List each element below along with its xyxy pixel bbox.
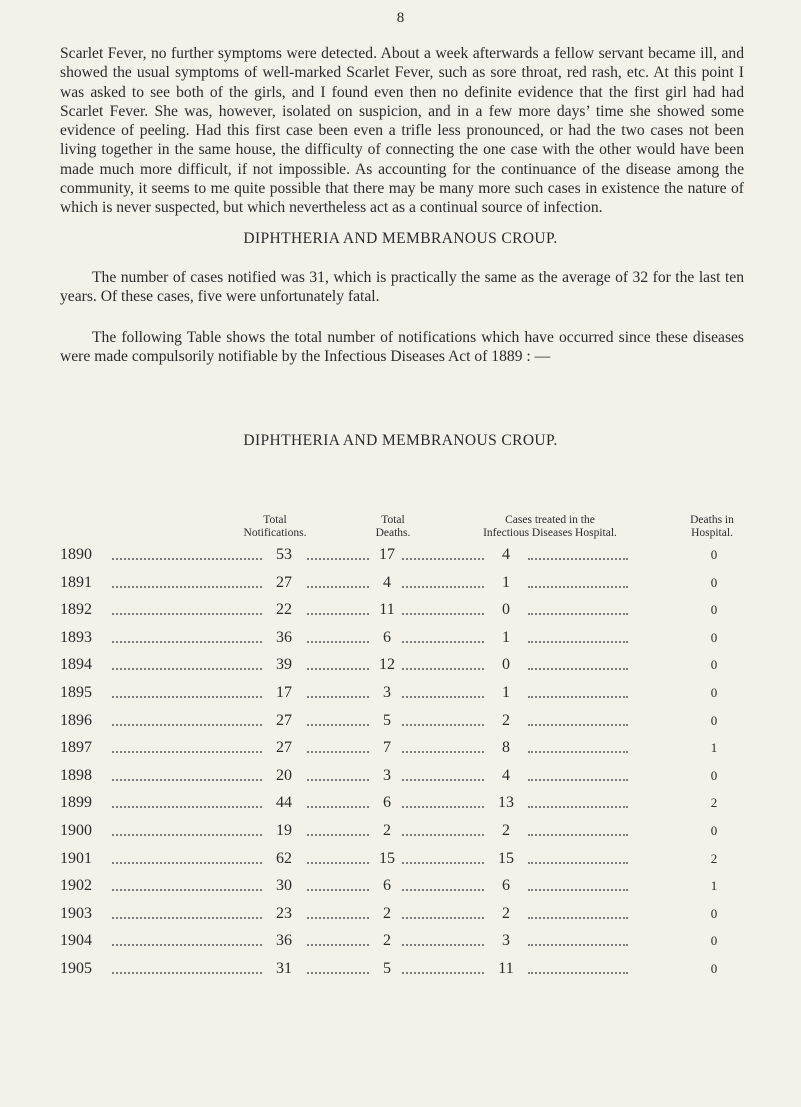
column-header-deaths-hospital bbox=[672, 514, 752, 539]
cell-deaths: 2 bbox=[383, 932, 391, 950]
cell-year: 1891 bbox=[60, 573, 92, 591]
cell-year: 1890 bbox=[60, 546, 92, 563]
cell-cases-hospital: 0 bbox=[502, 601, 510, 619]
leader-dots bbox=[112, 720, 262, 726]
cell-cases-hospital: 4 bbox=[502, 546, 510, 563]
table-row-1896 bbox=[60, 711, 760, 739]
cell-deaths: 2 bbox=[383, 821, 391, 839]
leader-dots bbox=[402, 637, 484, 643]
cell-notifications: 36 bbox=[276, 628, 292, 646]
leader-dots bbox=[307, 609, 369, 615]
leader-dots bbox=[402, 940, 484, 946]
cell-year: 1899 bbox=[60, 794, 92, 812]
table-row-1899 bbox=[60, 793, 760, 821]
leader-dots bbox=[112, 802, 262, 808]
table-row-1898 bbox=[60, 766, 760, 794]
cell-deaths-hospital: 0 bbox=[710, 712, 718, 728]
table-row-1901 bbox=[60, 849, 760, 877]
leader-dots bbox=[528, 968, 628, 974]
leader-dots bbox=[307, 913, 369, 919]
cell-notifications: 39 bbox=[276, 656, 292, 674]
cell-deaths: 6 bbox=[383, 877, 391, 895]
leader-dots bbox=[307, 858, 369, 864]
cell-cases-hospital: 1 bbox=[502, 628, 510, 646]
cell-notifications: 53 bbox=[276, 546, 292, 563]
leader-dots bbox=[528, 692, 628, 698]
cell-year: 1902 bbox=[60, 877, 92, 895]
cell-cases-hospital: 6 bbox=[502, 877, 510, 895]
cell-deaths: 7 bbox=[383, 739, 391, 757]
cell-deaths: 11 bbox=[379, 601, 395, 619]
cell-year: 1900 bbox=[60, 821, 92, 839]
paragraph-scarlet-fever: Scarlet Fever, no further symptoms were detected. About a week afterwards a fellow servant became ill, and showed the usual symptoms of well-marked Scarlet Fever, such as sore throat, red rash, etc. At this point I was asked to see both of the girls, and I found even then no definite evidence that the first girl had had Scarlet Fever. She was, however, isolated on suspicion, and in a few more days’ time she showed some evidence of peeling. Had this first case been even a trifle less pronounced, or had the two cases not been living together in the same house, the difficulty of connecting the one case with the other would have been made much more difficult, if not impossible. As accounting for the continuance of the disease among the community, it seems to me quite possible that there may be many more such cases in existence the nature of which is never suspected, but which nevertheless act as a continual source of infection. bbox=[60, 45, 744, 217]
cell-deaths-hospital: 0 bbox=[710, 905, 718, 921]
table-body bbox=[60, 545, 760, 987]
leader-dots bbox=[307, 968, 369, 974]
column-header-notifications bbox=[225, 514, 325, 539]
table-row-1892 bbox=[60, 600, 760, 628]
cell-deaths-hospital: 1 bbox=[710, 878, 718, 894]
cell-deaths-hospital: 1 bbox=[710, 740, 718, 756]
leader-dots bbox=[528, 802, 628, 808]
cell-year: 1897 bbox=[60, 739, 92, 757]
leader-dots bbox=[307, 747, 369, 753]
leader-dots bbox=[112, 609, 262, 615]
leader-dots bbox=[307, 582, 369, 588]
leader-dots bbox=[402, 968, 484, 974]
cell-year: 1893 bbox=[60, 628, 92, 646]
notifications-table bbox=[60, 514, 760, 1074]
leader-dots bbox=[528, 913, 628, 919]
table-row-1897 bbox=[60, 738, 760, 766]
leader-dots bbox=[307, 637, 369, 643]
table-row-1890 bbox=[60, 545, 760, 573]
column-header-deaths-text: Total Deaths. bbox=[375, 514, 411, 539]
leader-dots bbox=[402, 609, 484, 615]
column-header-cases-hospital-text: Cases treated in the Infectious Diseases Hospital. bbox=[483, 514, 617, 539]
leader-dots bbox=[112, 940, 262, 946]
cell-notifications: 31 bbox=[276, 959, 292, 977]
leader-dots bbox=[112, 664, 262, 670]
leader-dots bbox=[307, 692, 369, 698]
cell-cases-hospital: 8 bbox=[502, 739, 510, 757]
cell-deaths-hospital: 0 bbox=[710, 602, 718, 618]
leader-dots bbox=[112, 968, 262, 974]
table-heading: DIPHTHERIA AND MEMBRANOUS CROUP. bbox=[243, 432, 558, 449]
cell-notifications: 27 bbox=[276, 573, 292, 591]
cell-notifications: 27 bbox=[276, 711, 292, 729]
cell-cases-hospital: 2 bbox=[502, 821, 510, 839]
cell-cases-hospital: 1 bbox=[502, 573, 510, 591]
cell-deaths-hospital: 0 bbox=[710, 933, 718, 949]
cell-notifications: 30 bbox=[276, 877, 292, 895]
cell-deaths-hospital: 0 bbox=[710, 574, 718, 590]
leader-dots bbox=[528, 885, 628, 891]
cell-cases-hospital: 3 bbox=[502, 932, 510, 950]
cell-deaths-hospital: 0 bbox=[710, 960, 718, 976]
cell-notifications: 27 bbox=[276, 739, 292, 757]
cell-cases-hospital: 2 bbox=[502, 711, 510, 729]
cell-notifications: 44 bbox=[276, 794, 292, 812]
table-row-1902 bbox=[60, 876, 760, 904]
column-header-deaths bbox=[358, 514, 428, 539]
leader-dots bbox=[402, 582, 484, 588]
cell-deaths: 3 bbox=[383, 683, 391, 701]
leader-dots bbox=[307, 554, 369, 560]
leader-dots bbox=[307, 720, 369, 726]
leader-dots bbox=[402, 913, 484, 919]
leader-dots bbox=[402, 554, 484, 560]
cell-notifications: 22 bbox=[276, 601, 292, 619]
paragraph-table-intro: The following Table shows the total number of notifications which have occurred since these diseases were made compulsorily notifiable by the Infectious Diseases Act of 1889 : — bbox=[60, 329, 744, 366]
leader-dots bbox=[402, 830, 484, 836]
table-row-1900 bbox=[60, 821, 760, 849]
leader-dots bbox=[112, 858, 262, 864]
column-header-notifications-text: Total Notifications. bbox=[243, 514, 307, 539]
leader-dots bbox=[307, 664, 369, 670]
cell-year: 1898 bbox=[60, 766, 92, 784]
leader-dots bbox=[528, 637, 628, 643]
leader-dots bbox=[402, 858, 484, 864]
leader-dots bbox=[307, 802, 369, 808]
table-row-1903 bbox=[60, 904, 760, 932]
leader-dots bbox=[307, 775, 369, 781]
leader-dots bbox=[402, 692, 484, 698]
leader-dots bbox=[112, 554, 262, 560]
cell-year: 1896 bbox=[60, 711, 92, 729]
cell-deaths: 15 bbox=[379, 849, 395, 867]
table-row-1891 bbox=[60, 573, 760, 601]
leader-dots bbox=[528, 582, 628, 588]
cell-notifications: 19 bbox=[276, 821, 292, 839]
cell-notifications: 36 bbox=[276, 932, 292, 950]
cell-deaths-hospital: 2 bbox=[710, 850, 718, 866]
leader-dots bbox=[402, 775, 484, 781]
table-row-1904 bbox=[60, 931, 760, 959]
leader-dots bbox=[402, 720, 484, 726]
leader-dots bbox=[112, 775, 262, 781]
cell-deaths-hospital: 0 bbox=[710, 547, 718, 562]
cell-deaths-hospital: 0 bbox=[710, 767, 718, 783]
table-row-1905 bbox=[60, 959, 760, 987]
leader-dots bbox=[112, 830, 262, 836]
cell-cases-hospital: 0 bbox=[502, 656, 510, 674]
cell-cases-hospital: 13 bbox=[498, 794, 514, 812]
leader-dots bbox=[402, 664, 484, 670]
cell-deaths-hospital: 0 bbox=[710, 629, 718, 645]
leader-dots bbox=[112, 885, 262, 891]
cell-year: 1904 bbox=[60, 932, 92, 950]
leader-dots bbox=[307, 940, 369, 946]
leader-dots bbox=[307, 885, 369, 891]
leader-dots bbox=[402, 885, 484, 891]
cell-year: 1901 bbox=[60, 849, 92, 867]
cell-deaths: 3 bbox=[383, 766, 391, 784]
cell-cases-hospital: 2 bbox=[502, 904, 510, 922]
leader-dots bbox=[528, 830, 628, 836]
table-row-1895 bbox=[60, 683, 760, 711]
cell-notifications: 20 bbox=[276, 766, 292, 784]
column-header-cases-hospital bbox=[460, 514, 640, 539]
cell-cases-hospital: 11 bbox=[498, 959, 514, 977]
leader-dots bbox=[528, 664, 628, 670]
leader-dots bbox=[112, 747, 262, 753]
leader-dots bbox=[528, 775, 628, 781]
leader-dots bbox=[112, 692, 262, 698]
paragraph-cases-notified: The number of cases notified was 31, which is practically the same as the average of 32 for the last ten years. Of these cases, five were unfortunately fatal. bbox=[60, 269, 744, 306]
table-row-1894 bbox=[60, 655, 760, 683]
cell-deaths: 12 bbox=[379, 656, 395, 674]
page-number: 8 bbox=[396, 10, 405, 26]
cell-notifications: 62 bbox=[276, 849, 292, 867]
cell-deaths: 5 bbox=[383, 711, 391, 729]
cell-year: 1895 bbox=[60, 683, 92, 701]
leader-dots bbox=[528, 858, 628, 864]
leader-dots bbox=[112, 582, 262, 588]
leader-dots bbox=[307, 830, 369, 836]
leader-dots bbox=[528, 747, 628, 753]
section-heading: DIPHTHERIA AND MEMBRANOUS CROUP. bbox=[243, 230, 558, 247]
cell-notifications: 17 bbox=[276, 683, 292, 701]
cell-cases-hospital: 4 bbox=[502, 766, 510, 784]
cell-deaths-hospital: 0 bbox=[710, 657, 718, 673]
leader-dots bbox=[402, 747, 484, 753]
cell-deaths-hospital: 0 bbox=[710, 822, 718, 838]
cell-deaths-hospital: 0 bbox=[710, 684, 718, 700]
leader-dots bbox=[112, 913, 262, 919]
cell-deaths: 17 bbox=[379, 546, 395, 563]
leader-dots bbox=[402, 802, 484, 808]
cell-cases-hospital: 1 bbox=[502, 683, 510, 701]
cell-year: 1905 bbox=[60, 959, 92, 977]
cell-year: 1894 bbox=[60, 656, 92, 674]
cell-deaths: 6 bbox=[383, 628, 391, 646]
leader-dots bbox=[528, 609, 628, 615]
leader-dots bbox=[112, 637, 262, 643]
column-header-deaths-hospital-text: Deaths in Hospital. bbox=[690, 514, 734, 539]
cell-deaths: 6 bbox=[383, 794, 391, 812]
cell-deaths: 5 bbox=[383, 959, 391, 977]
cell-deaths: 4 bbox=[383, 573, 391, 591]
leader-dots bbox=[528, 940, 628, 946]
cell-year: 1892 bbox=[60, 601, 92, 619]
cell-year: 1903 bbox=[60, 904, 92, 922]
leader-dots bbox=[528, 554, 628, 560]
table-row-1893 bbox=[60, 628, 760, 656]
cell-notifications: 23 bbox=[276, 904, 292, 922]
leader-dots bbox=[528, 720, 628, 726]
cell-cases-hospital: 15 bbox=[498, 849, 514, 867]
cell-deaths: 2 bbox=[383, 904, 391, 922]
cell-deaths-hospital: 2 bbox=[710, 795, 718, 811]
